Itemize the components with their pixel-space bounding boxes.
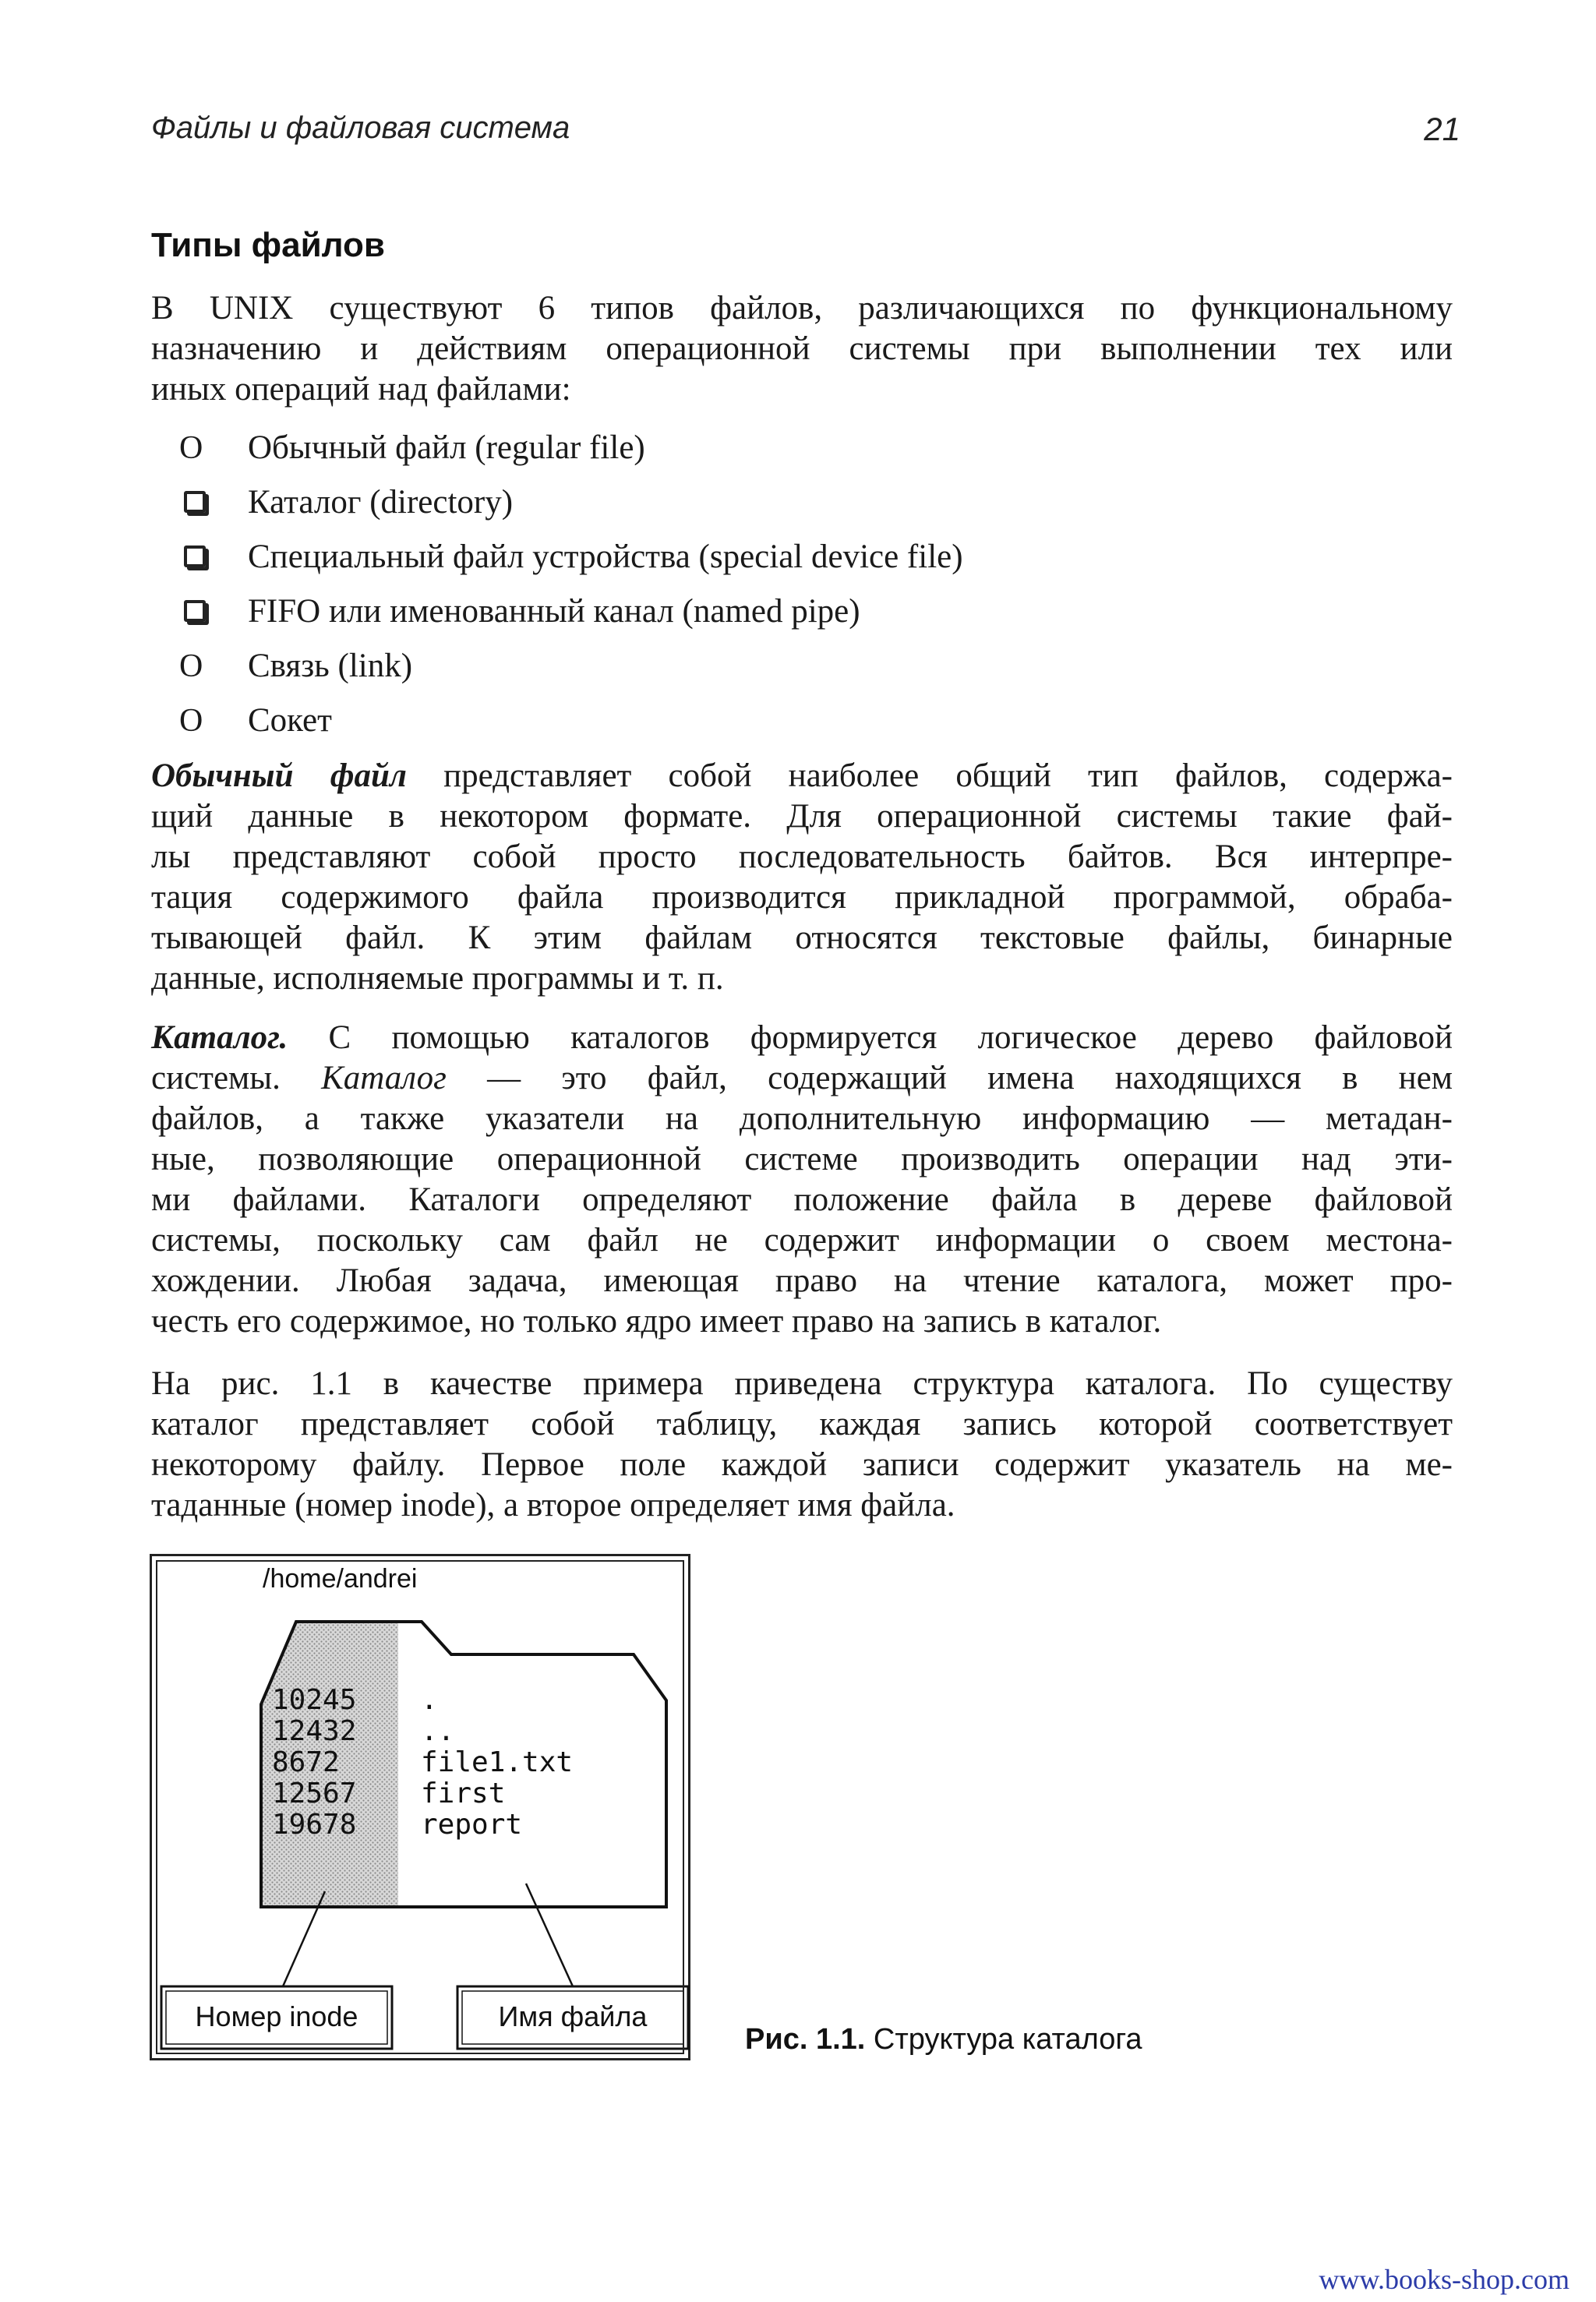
running-title: Файлы и файловая система bbox=[151, 111, 570, 145]
box-bullet-icon bbox=[184, 600, 206, 622]
caption-number: Рис. 1.1. bbox=[745, 2023, 866, 2056]
folder-icon bbox=[261, 1622, 666, 1907]
figure-ref-line-1: На рис. 1.1 в качестве примера приведена структура каталога. По существу bbox=[151, 1365, 1453, 1402]
directory-line-8: честь его содержимое, но только ядро имеет право на запись в каталог. bbox=[151, 1303, 1162, 1340]
directory-line-1: С помощью каталогов формируется логическое дерево файловой bbox=[288, 1019, 1453, 1056]
inode-value: 12567 bbox=[272, 1778, 357, 1809]
directory-line-6: системы, поскольку сам файл не содержит информации о своем местона- bbox=[151, 1222, 1453, 1259]
box-bullet-icon bbox=[184, 545, 206, 567]
figure-reference-paragraph bbox=[151, 1364, 1453, 1526]
directory-line-2-rest: — это файл, содержащий имена находящихся в нем bbox=[446, 1060, 1453, 1096]
file-name: file1.txt bbox=[421, 1746, 574, 1778]
file-name: . bbox=[421, 1684, 438, 1716]
list-item bbox=[179, 639, 963, 694]
directory-line-4: ные, позволяющие операционной системе производить операции над эти- bbox=[151, 1141, 1453, 1177]
directory-line-7: хождении. Любая задача, имеющая право на чтение каталога, может про- bbox=[151, 1262, 1453, 1299]
list-item bbox=[179, 421, 963, 475]
directory-diagram bbox=[152, 1556, 693, 2063]
inode-value: 8672 bbox=[272, 1746, 340, 1778]
list-item bbox=[179, 584, 963, 639]
figure-ref-line-2: каталог представляет собой таблицу, каждая запись которой соответствует bbox=[151, 1406, 1453, 1442]
file-name: .. bbox=[421, 1715, 455, 1747]
intro-line-1: В UNIX существуют 6 типов файлов, различающихся по функциональному bbox=[151, 290, 1453, 327]
list-item bbox=[179, 475, 963, 530]
name-label-box bbox=[457, 1986, 688, 2049]
inode-pointer-line bbox=[283, 1891, 325, 1986]
regular-file-line-5: тывающей файл. К этим файлам относятся текстовые файлы, бинарные bbox=[151, 920, 1453, 956]
name-label: Имя файла bbox=[498, 2000, 648, 2032]
intro-paragraph bbox=[151, 288, 1453, 410]
inode-column bbox=[272, 1684, 356, 1841]
circle-bullet-icon: O bbox=[179, 703, 203, 739]
directory-term: Каталог. bbox=[151, 1019, 288, 1056]
inode-value: 12432 bbox=[272, 1715, 357, 1747]
list-item-label: Каталог (directory) bbox=[248, 484, 514, 521]
directory-line-5: ми файлами. Каталоги определяют положение файла в дереве файловой bbox=[151, 1181, 1453, 1218]
inode-value: 19678 bbox=[272, 1809, 357, 1841]
list-item-label: Обычный файл (regular file) bbox=[248, 429, 645, 466]
regular-file-line-3: лы представляют собой просто последовательность байтов. Вся интерпре- bbox=[151, 839, 1453, 875]
list-item bbox=[179, 694, 963, 748]
directory-line-2-start: системы. bbox=[151, 1060, 322, 1096]
figure-path-label: /home/andrei bbox=[263, 1564, 418, 1594]
figure-caption bbox=[745, 2023, 1142, 2057]
section-heading: Типы файлов bbox=[151, 226, 385, 264]
box-bullet-icon bbox=[184, 491, 206, 513]
list-item bbox=[179, 530, 963, 584]
intro-line-2: назначению и действиям операционной системы при выполнении тех или bbox=[151, 330, 1453, 367]
list-item-label: Специальный файл устройства (special device file) bbox=[248, 538, 963, 575]
filename-column bbox=[421, 1684, 573, 1841]
name-pointer-line bbox=[526, 1884, 573, 1986]
directory-structure-figure bbox=[150, 1554, 690, 2060]
regular-file-line-4: тация содержимого файла производится прикладной программой, обраба- bbox=[151, 879, 1453, 916]
page-number: 21 bbox=[1424, 111, 1460, 147]
intro-line-3: иных операций над файлами: bbox=[151, 371, 571, 408]
file-name: first bbox=[421, 1778, 506, 1809]
list-item-label: Сокет bbox=[248, 702, 332, 739]
circle-bullet-icon: O bbox=[179, 430, 203, 466]
watermark-link[interactable]: www.books-shop.com bbox=[1319, 2264, 1570, 2295]
figure-ref-line-3: некоторому файлу. Первое поле каждой записи содержит указатель на ме- bbox=[151, 1446, 1453, 1483]
directory-line-2-italic: Каталог bbox=[321, 1060, 447, 1096]
circle-bullet-icon: O bbox=[179, 648, 203, 684]
regular-file-term: Обычный файл bbox=[151, 757, 407, 794]
list-item-label: Связь (link) bbox=[248, 648, 413, 684]
inode-label: Номер inode bbox=[195, 2000, 358, 2032]
regular-file-line-2: щий данные в некотором формате. Для операционной системы такие фай- bbox=[151, 798, 1453, 835]
regular-file-line-1: представляет собой наиболее общий тип файлов, содержа- bbox=[406, 757, 1453, 794]
caption-text: Структура каталога bbox=[865, 2023, 1142, 2056]
directory-paragraph bbox=[151, 1018, 1453, 1342]
file-type-list bbox=[179, 421, 963, 748]
inode-label-box bbox=[161, 1986, 392, 2049]
running-header bbox=[151, 111, 1460, 146]
list-item-label: FIFO или именованный канал (named pipe) bbox=[248, 593, 860, 630]
figure-ref-line-4: таданные (номер inode), а второе определяет имя файла. bbox=[151, 1487, 955, 1523]
file-name: report bbox=[421, 1809, 523, 1841]
inode-value: 10245 bbox=[272, 1684, 357, 1716]
directory-line-3: файлов, а также указатели на дополнительную информацию — метадан- bbox=[151, 1100, 1453, 1137]
regular-file-paragraph bbox=[151, 756, 1453, 999]
regular-file-line-6: данные, исполняемые программы и т. п. bbox=[151, 960, 724, 997]
